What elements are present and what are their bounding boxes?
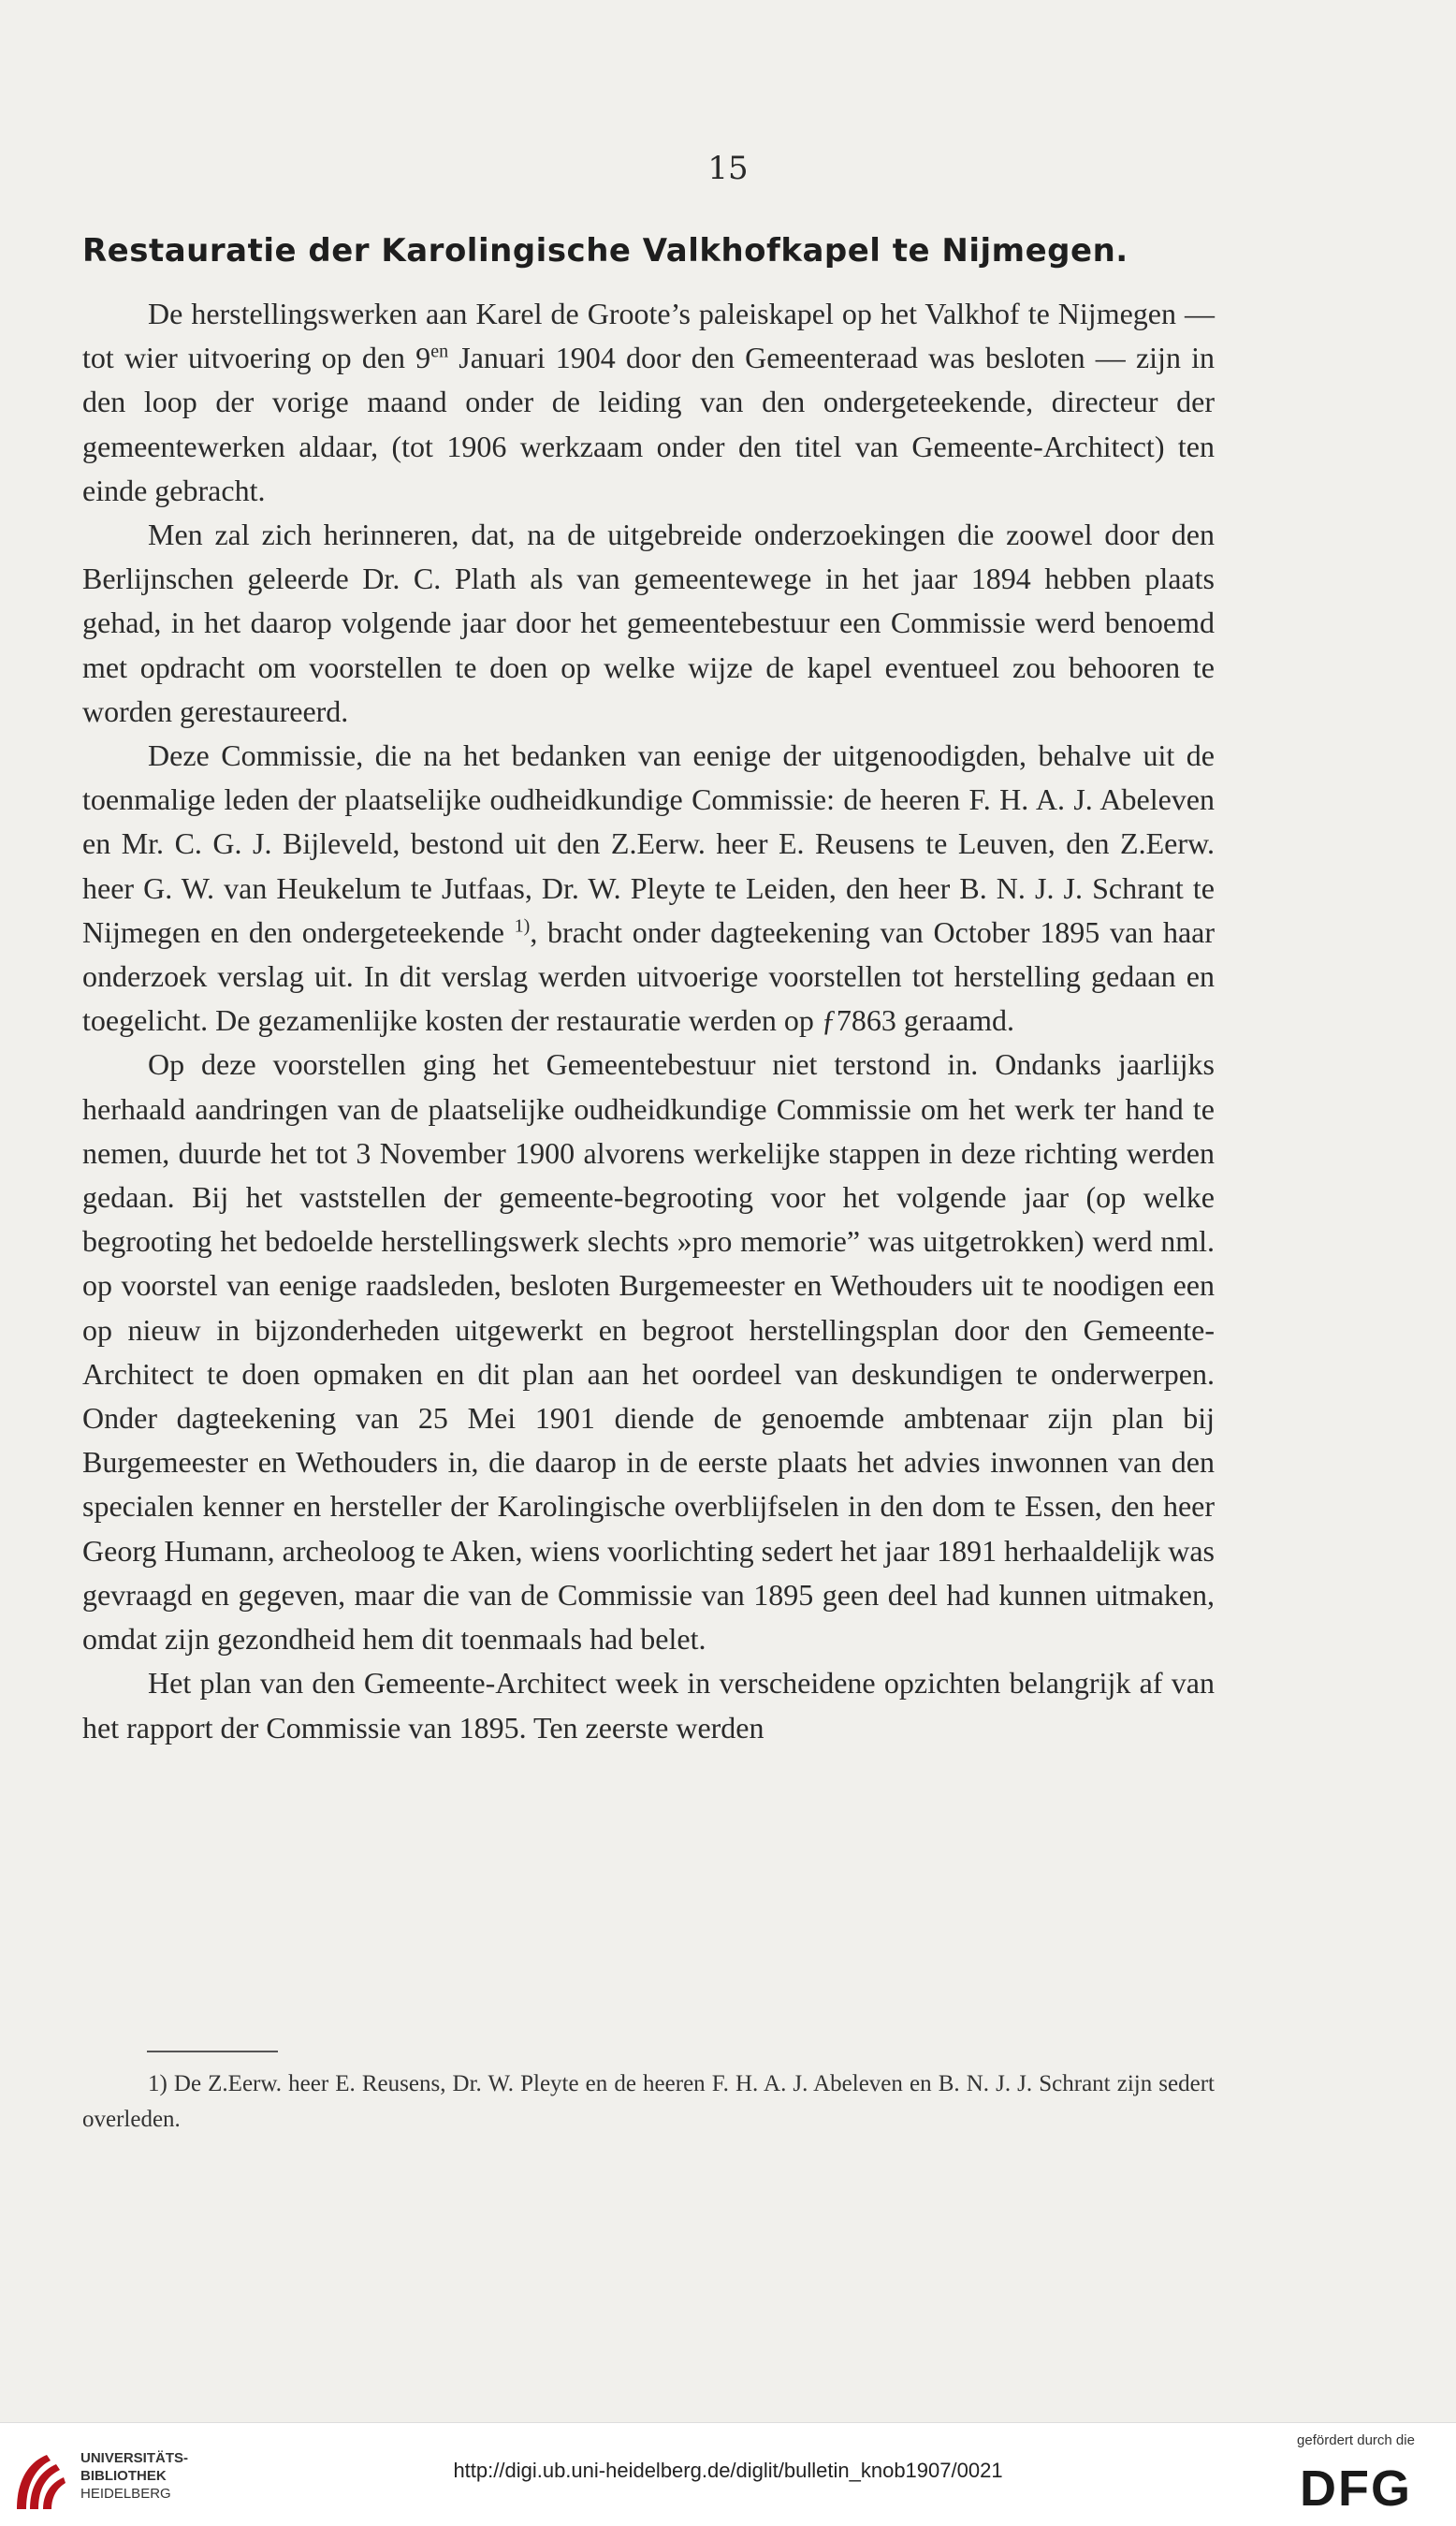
paragraph-text: Men zal zich herinneren, dat, na de uitgebreide onderzoekingen die zoowel door den Berlijnschen geleerde Dr. C. Plath als van gemeentewege in het jaar 1894 hebben plaats gehad, in het daarop volgende jaar door het gemeentebestuur een Commissie werd benoemd met opdracht om voorstellen te doen op welke wijze de kapel eventueel zou behooren te worden gerestaureerd. [82,518,1215,728]
superscript: en [430,341,449,362]
paragraph-text: Het plan van den Gemeente-Architect week in verscheidene opzichten belangrijk af van het rapport der Commissie van 1895. Ten zeerste werden [82,1666,1215,1745]
source-url-link[interactable]: http://digi.ub.uni-heidelberg.de/diglit/bulletin_knob1907/0021 [453,2459,1003,2482]
library-name-line: UNIVERSITÄTS- [80,2450,189,2466]
footnote [82,2066,1215,2138]
paragraph [82,292,1215,513]
library-name-line: BIBLIOTHEK [80,2468,167,2484]
paragraph [82,1043,1215,1661]
paragraph-text: Op deze voorstellen ging het Gemeentebestuur niet terstond in. Ondanks jaarlijks herhaald aandringen van de plaatselijke oudheidkundige Commissie om het werk ter hand te nemen, duurde het tot 3 November 1900 alvorens werkelijke stappen in deze richting werden gedaan. Bij het vaststellen der gemeente-begrooting voor het volgende jaar (op welke begrooting het bedoelde herstellingswerk slechts »pro memorie” was uitgetrokken) werd nml. op voorstel van eenige raadsleden, besloten Burgemeester en Wethouders uit te noodigen een op nieuw in bijzonderheden uitgewerkt en begroot herstellingsplan door den Gemeente-Architect te doen opmaken en dit plan aan het oordeel van deskundigen te onderwerpen. Onder dagteekening van 25 Mei 1901 diende de genoemde ambtenaar zijn plan bij Burgemeester en Wethouders in, die daarop in de eerste plaats het advies inwonnen van den specialen kenner en hersteller der Karolingische overblijfselen in den dom te Essen, den heer Georg Humann, archeoloog te Aken, wiens voorlichting sedert het jaar 1891 herhaaldelijk was gevraagd en gegeven, maar die van de Commissie van 1895 geen deel had kunnen uitmaken, omdat zijn gezondheid hem dit toenmaals had belet. [82,1047,1215,1657]
footer-bar [0,2422,1456,2526]
paragraph [82,734,1215,1043]
paragraph [82,513,1215,734]
funder-caption: gefördert durch die [1297,2432,1415,2448]
footnote-text: 1) De Z.Eerw. heer E. Reusens, Dr. W. Pleyte en de heeren F. H. A. J. Abeleven en B. N. J. J. Schrant zijn sedert overleden. [82,2071,1215,2132]
paragraph-text: , bracht onder dagteekening van October 1895 van haar onderzoek verslag uit. In dit verslag werden uitvoerige voorstellen tot herstelling gedaan en toegelicht. De gezamenlijke kosten der restauratie werden op ƒ7863 geraamd. [82,914,1216,1038]
article-body [82,292,1215,1750]
svg-text:DFG: DFG [1300,2460,1412,2515]
paragraph [82,1661,1215,1749]
footnote-ref[interactable]: 1) [514,915,531,937]
paragraph-text: Januari 1904 door den Gemeenteraad was besloten — zijn in den loop der vorige maand onder de leiding van den ondergeteekende, directeur der gemeentewerken aldaar, (tot 1906 werkzaam onder den titel van Gemeente-Architect) ten einde gebracht. [82,341,1216,507]
dfg-logo-icon[interactable] [1276,2459,1435,2515]
article-title: Restauratie der Karolingische Valkhofkapel te Nijmegen. [82,232,1128,270]
paragraph-text: Deze Commissie, die na het bedanken van eenige der uitgenoodigden, behalve uit de toenmalige leden der plaatselijke oudheidkundige Commissie: de heeren F. H. A. J. Abeleven en Mr. C. G. J. Bijleveld, bestond uit den Z.Eerw. heer E. Reusens te Leuven, den Z.Eerw. heer G. W. van Heukelum te Jutfaas, Dr. W. Pleyte te Leiden, den heer B. N. J. J. Schrant te Nijmegen en den ondergeteekende [82,738,1215,949]
library-name-line: HEIDELBERG [80,2486,171,2502]
page-number: 15 [707,150,749,187]
footnote-divider [147,2051,278,2052]
paragraph-text: De herstellingswerken aan Karel de Groote’s paleiskapel op het Valkhof te Nijmegen — tot wier uitvoering op den 9 [82,297,1215,375]
